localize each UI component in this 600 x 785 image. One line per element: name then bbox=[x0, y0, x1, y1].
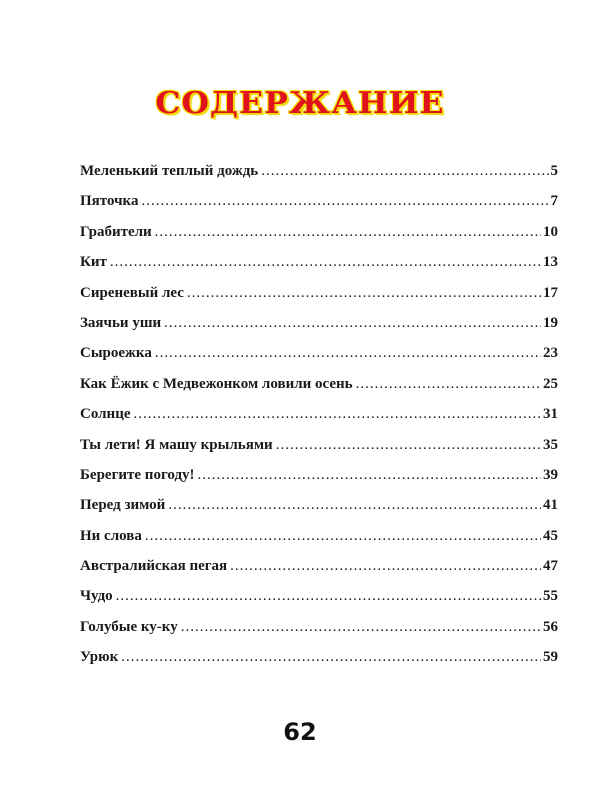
entry-title: Меленький теплый дождь bbox=[80, 163, 259, 179]
dot-leader bbox=[187, 285, 541, 302]
dot-leader bbox=[198, 467, 541, 484]
dot-leader bbox=[164, 315, 541, 332]
entry-title: Голубые ку-ку bbox=[80, 618, 178, 635]
entry-title: Ты лети! Я машу крыльями bbox=[80, 436, 273, 453]
dot-leader bbox=[116, 588, 541, 605]
toc-entry bbox=[80, 345, 558, 375]
toc-entry bbox=[80, 285, 558, 315]
toc-entry bbox=[80, 497, 558, 527]
entry-title: Сыроежка bbox=[80, 345, 152, 362]
page-number: 62 bbox=[283, 718, 317, 746]
entry-page: 10 bbox=[543, 223, 558, 240]
entry-page: 39 bbox=[543, 466, 558, 483]
dot-leader bbox=[121, 649, 541, 666]
entry-title: Чудо bbox=[80, 588, 113, 605]
entry-page: 47 bbox=[543, 558, 558, 575]
entry-page: 17 bbox=[543, 284, 558, 301]
entry-title: Солнце bbox=[80, 406, 131, 423]
entry-title: Берегите погоду! bbox=[80, 466, 195, 483]
entry-page: 35 bbox=[543, 436, 558, 453]
dot-leader bbox=[155, 224, 541, 241]
toc-entry bbox=[80, 224, 558, 254]
dot-leader bbox=[356, 376, 541, 393]
entry-page: 7 bbox=[550, 193, 558, 210]
toc-entry bbox=[80, 467, 558, 497]
toc-entry bbox=[80, 437, 558, 467]
entry-page: 5 bbox=[550, 163, 558, 179]
entry-page: 13 bbox=[543, 254, 558, 271]
entry-title: Урюк bbox=[80, 649, 119, 666]
entry-page: 41 bbox=[543, 497, 558, 514]
toc-entry bbox=[80, 619, 558, 649]
entry-title: Заячьи уши bbox=[80, 314, 162, 331]
toc-entry bbox=[80, 376, 558, 406]
toc-entry bbox=[80, 315, 558, 345]
entry-page: 55 bbox=[543, 588, 558, 605]
entry-title: Пяточка bbox=[80, 193, 139, 210]
dot-leader bbox=[230, 558, 541, 575]
toc-entry bbox=[80, 528, 558, 558]
dot-leader bbox=[145, 528, 541, 545]
entry-title: Австралийская пегая bbox=[80, 558, 228, 575]
dot-leader bbox=[110, 254, 541, 271]
entry-page: 59 bbox=[543, 649, 558, 666]
dot-leader bbox=[276, 437, 541, 454]
toc-entry bbox=[80, 649, 558, 679]
entry-title: Ни слова bbox=[80, 527, 142, 544]
entry-title: Как Ёжик с Медвежонком ловили осень bbox=[80, 375, 353, 392]
entry-title: Грабители bbox=[80, 223, 152, 240]
entry-page: 23 bbox=[543, 345, 558, 362]
table-of-contents bbox=[80, 163, 558, 680]
dot-leader bbox=[155, 345, 541, 362]
dot-leader bbox=[168, 497, 541, 514]
entry-page: 56 bbox=[543, 618, 558, 635]
toc-entry bbox=[80, 558, 558, 588]
toc-entry bbox=[80, 193, 558, 223]
toc-entry bbox=[80, 588, 558, 618]
entry-page: 45 bbox=[543, 527, 558, 544]
entry-title: Сиреневый лес bbox=[80, 284, 184, 301]
dot-leader bbox=[134, 406, 542, 423]
entry-title: Кит bbox=[80, 254, 107, 271]
page-title: СОДЕРЖАНИЕ bbox=[155, 86, 445, 121]
entry-page: 19 bbox=[543, 314, 558, 331]
dot-leader bbox=[181, 619, 541, 636]
entry-title: Перед зимой bbox=[80, 497, 166, 514]
entry-page: 31 bbox=[543, 406, 558, 423]
toc-entry bbox=[80, 406, 558, 436]
toc-entry bbox=[80, 254, 558, 284]
entry-page: 25 bbox=[543, 375, 558, 392]
toc-entry bbox=[80, 163, 558, 193]
dot-leader bbox=[261, 163, 548, 180]
dot-leader bbox=[141, 193, 548, 210]
